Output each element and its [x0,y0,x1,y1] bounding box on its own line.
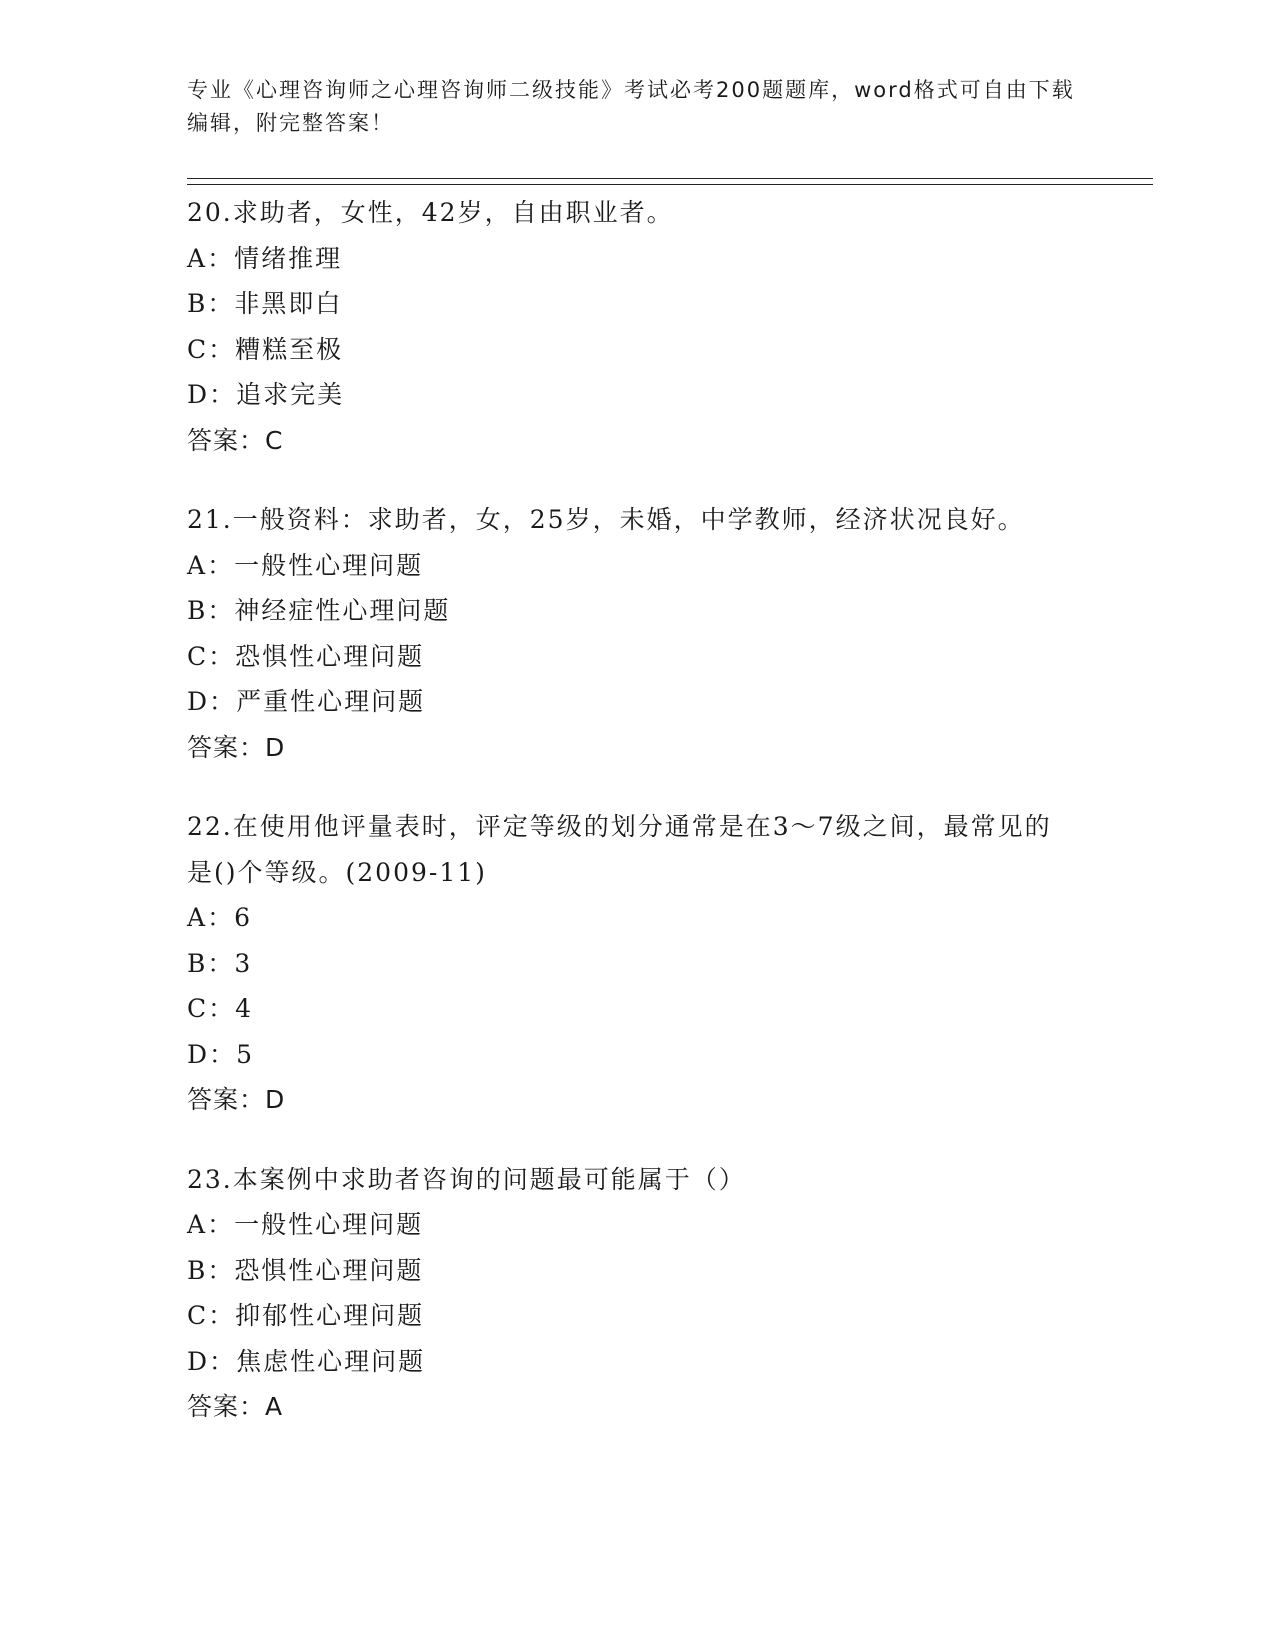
option-letter: A [187,243,208,273]
option-text: 非黑即白 [234,289,343,318]
question-item [187,804,1077,1123]
option-letter: C [187,994,209,1023]
option-letter: B [187,289,208,318]
option-separator: ： [207,289,235,318]
option-letter: A [187,1210,208,1239]
option-separator: ： [207,550,235,580]
option-letter: C [187,334,209,364]
option-letter: B [187,948,208,978]
option-separator: ： [209,687,237,716]
header-divider-top [187,178,1153,179]
option-text: 恐惧性心理问题 [234,1255,424,1285]
option-text: 糟糕至极 [235,334,344,364]
option-separator: ： [207,948,235,978]
option-a [187,1202,1077,1248]
question-stem: 22.在使用他评量表时，评定等级的划分通常是在3～7级之间，最常见的是()个等级。(2009-11) [187,812,1052,887]
option-letter: A [187,903,208,932]
question-stem: 23.本案例中求助者咨询的问题最可能属于（） [187,1164,746,1194]
option-text: 6 [234,903,252,932]
option-a [187,236,1077,282]
option-separator: ： [208,641,236,671]
option-text: 一般性心理问题 [234,1210,424,1239]
question-item [187,190,1077,463]
question-stem: 20.求助者，女性，42岁，自由职业者。 [187,198,674,227]
option-b [187,588,1077,634]
option-letter: B [187,1255,208,1285]
option-text: 神经症性心理问题 [234,596,451,625]
option-c [187,986,1077,1032]
option-text: 恐惧性心理问题 [235,641,425,671]
option-b [187,281,1077,327]
answer-line: 答案：C [187,425,284,455]
option-c [187,634,1077,680]
option-separator: ： [209,380,237,409]
option-separator: ： [207,1210,235,1239]
option-text: 5 [236,1039,254,1069]
question-item [187,1157,1077,1430]
option-text: 追求完美 [236,380,345,409]
header-divider-bottom [187,184,1153,185]
answer-line: 答案：D [187,1085,286,1114]
option-letter: C [187,641,209,671]
option-letter: D [187,1346,210,1376]
question-list [187,190,1077,1464]
option-separator: ： [207,1255,235,1285]
answer-line: 答案：A [187,1392,284,1421]
option-a [187,895,1077,941]
option-separator: ： [209,1346,237,1376]
option-separator: ： [207,243,235,273]
option-separator: ： [208,334,236,364]
option-d [187,1032,1077,1078]
document-header: 专业《心理咨询师之心理咨询师二级技能》考试必考200题题库，word格式可自由下载编辑，附完整答案！ [187,78,1075,135]
option-text: 4 [235,994,254,1023]
option-letter: A [187,550,208,580]
question-item [187,497,1077,770]
option-d [187,1339,1077,1385]
option-text: 情绪推理 [234,243,343,273]
option-letter: B [187,596,208,625]
answer-line: 答案：D [187,732,286,762]
option-letter: C [187,1301,209,1330]
option-separator: ： [207,596,235,625]
option-b [187,1248,1077,1294]
option-text: 3 [234,948,253,978]
option-c [187,327,1077,373]
option-separator: ： [208,994,236,1023]
option-letter: D [187,380,210,409]
option-separator: ： [207,903,235,932]
option-d [187,679,1077,725]
option-a [187,543,1077,589]
option-text: 抑郁性心理问题 [235,1301,425,1330]
option-text: 严重性心理问题 [236,687,426,716]
option-separator: ： [209,1039,237,1069]
option-letter: D [187,1039,210,1069]
question-stem: 21.一般资料：求助者，女，25岁，未婚，中学教师，经济状况良好。 [187,505,1025,534]
option-separator: ： [208,1301,236,1330]
option-text: 焦虑性心理问题 [236,1346,426,1376]
option-letter: D [187,687,210,716]
option-b [187,941,1077,987]
option-text: 一般性心理问题 [234,550,424,580]
option-d [187,372,1077,418]
option-c [187,1293,1077,1339]
